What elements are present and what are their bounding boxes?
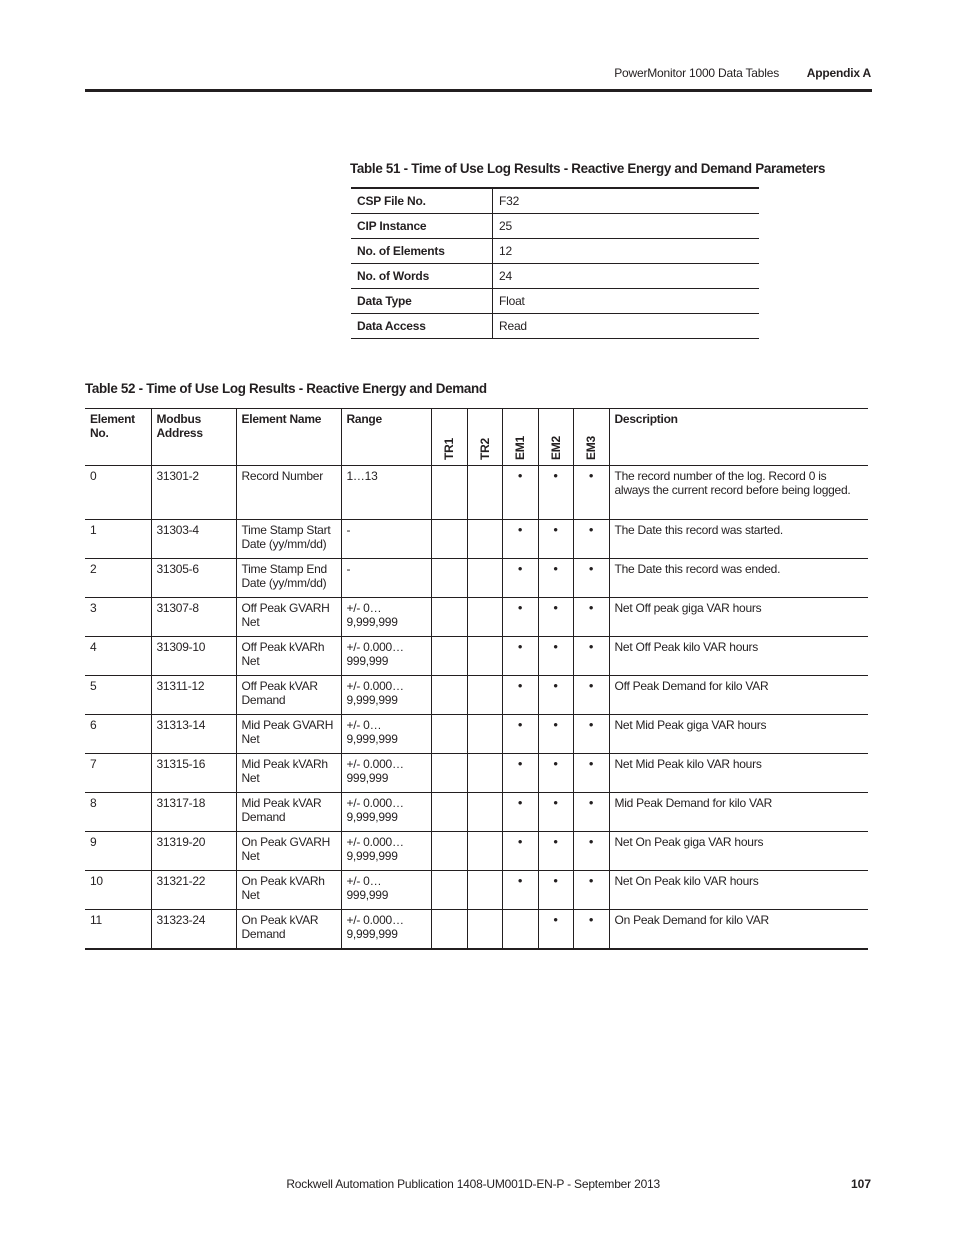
col-range: Range (341, 409, 431, 466)
table-row (85, 715, 868, 754)
modbus-address: 31309-10 (151, 637, 236, 676)
element-no: 5 (85, 676, 151, 715)
tr1-mark (431, 832, 467, 871)
tr1-mark (431, 715, 467, 754)
element-no: 11 (85, 910, 151, 950)
description: The record number of the log. Record 0 is always the current record before being logged. (609, 466, 868, 520)
em3-mark: • (573, 832, 609, 871)
range: +/- 0… 9,999,999 (341, 715, 431, 754)
header-appendix: Appendix A (806, 66, 871, 80)
tr2-mark (467, 466, 502, 520)
em1-mark: • (502, 466, 538, 520)
table-row (85, 793, 868, 832)
em3-mark: • (573, 871, 609, 910)
table51-parameters (351, 187, 759, 339)
em2-mark: • (538, 715, 573, 754)
em2-mark: • (538, 598, 573, 637)
em1-mark: • (502, 715, 538, 754)
element-no: 3 (85, 598, 151, 637)
table-row (85, 559, 868, 598)
em1-mark: • (502, 754, 538, 793)
em2-mark: • (538, 910, 573, 950)
element-no: 7 (85, 754, 151, 793)
param-key: CIP Instance (351, 214, 493, 239)
tr2-mark (467, 637, 502, 676)
em2-mark: • (538, 637, 573, 676)
col-modbus-address: Modbus Address (151, 409, 236, 466)
table51-row (351, 264, 759, 289)
col-em2-label: EM2 (548, 436, 563, 460)
page-footer (85, 1177, 871, 1193)
em2-mark: • (538, 832, 573, 871)
em3-mark: • (573, 715, 609, 754)
description: Mid Peak Demand for kilo VAR (609, 793, 868, 832)
tr2-mark (467, 832, 502, 871)
param-value: 25 (493, 214, 760, 239)
description: Net On Peak giga VAR hours (609, 832, 868, 871)
tr2-mark (467, 559, 502, 598)
modbus-address: 31311-12 (151, 676, 236, 715)
page-header (85, 66, 871, 84)
col-em1 (502, 409, 538, 466)
table-row (85, 871, 868, 910)
modbus-address: 31319-20 (151, 832, 236, 871)
modbus-address: 31315-16 (151, 754, 236, 793)
element-name: Off Peak kVAR Demand (236, 676, 341, 715)
element-no: 10 (85, 871, 151, 910)
em2-mark: • (538, 520, 573, 559)
em1-mark: • (502, 598, 538, 637)
page-number: 107 (850, 1177, 871, 1191)
em2-mark: • (538, 559, 573, 598)
col-em2 (538, 409, 573, 466)
em3-mark: • (573, 793, 609, 832)
tr1-mark (431, 676, 467, 715)
tr1-mark (431, 637, 467, 676)
em1-mark: • (502, 832, 538, 871)
em2-mark: • (538, 793, 573, 832)
table51-row (351, 188, 759, 214)
modbus-address: 31317-18 (151, 793, 236, 832)
modbus-address: 31323-24 (151, 910, 236, 950)
table51-row (351, 314, 759, 339)
element-name: Mid Peak kVAR Demand (236, 793, 341, 832)
element-name: Time Stamp End Date (yy/mm/dd) (236, 559, 341, 598)
range: +/- 0… 9,999,999 (341, 598, 431, 637)
range: +/- 0.000… 999,999 (341, 754, 431, 793)
range: +/- 0… 999,999 (341, 871, 431, 910)
em2-mark: • (538, 676, 573, 715)
modbus-address: 31313-14 (151, 715, 236, 754)
param-value: Float (493, 289, 760, 314)
col-em1-label: EM1 (513, 436, 527, 460)
tr2-mark (467, 910, 502, 950)
table52-header-row (85, 409, 868, 466)
em3-mark: • (573, 466, 609, 520)
em3-mark: • (573, 598, 609, 637)
em2-mark: • (538, 871, 573, 910)
table-row (85, 676, 868, 715)
em3-mark: • (573, 676, 609, 715)
modbus-address: 31305-6 (151, 559, 236, 598)
element-no: 6 (85, 715, 151, 754)
modbus-address: 31321-22 (151, 871, 236, 910)
em1-mark: • (502, 676, 538, 715)
tr2-mark (467, 598, 502, 637)
col-tr2-label: TR2 (477, 438, 492, 460)
element-name: Off Peak GVARH Net (236, 598, 341, 637)
em1-mark: • (502, 793, 538, 832)
range: +/- 0.000… 999,999 (341, 637, 431, 676)
tr1-mark (431, 910, 467, 950)
param-key: No. of Elements (351, 239, 493, 264)
col-element-name: Element Name (236, 409, 341, 466)
element-name: On Peak kVARh Net (236, 871, 341, 910)
tr1-mark (431, 793, 467, 832)
range: 1…13 (341, 466, 431, 520)
element-no: 1 (85, 520, 151, 559)
description: The Date this record was ended. (609, 559, 868, 598)
modbus-address: 31307-8 (151, 598, 236, 637)
element-no: 0 (85, 466, 151, 520)
header-rule (85, 89, 872, 92)
table51-row (351, 289, 759, 314)
tr2-mark (467, 520, 502, 559)
table-row (85, 910, 868, 950)
element-name: Record Number (236, 466, 341, 520)
em1-mark: • (502, 637, 538, 676)
range: - (341, 520, 431, 559)
table-row (85, 466, 868, 520)
col-em3-label: EM3 (584, 436, 598, 460)
range: +/- 0.000… 9,999,999 (341, 910, 431, 950)
em1-mark: • (502, 871, 538, 910)
em1-mark: • (502, 559, 538, 598)
param-value: 24 (493, 264, 760, 289)
em1-mark: • (502, 520, 538, 559)
table-row (85, 754, 868, 793)
em3-mark: • (573, 754, 609, 793)
modbus-address: 31301-2 (151, 466, 236, 520)
tr2-mark (467, 715, 502, 754)
description: Net Mid Peak giga VAR hours (609, 715, 868, 754)
table52-results (85, 408, 868, 950)
col-tr1 (431, 409, 467, 466)
description: Net Off Peak kilo VAR hours (609, 637, 868, 676)
tr2-mark (467, 676, 502, 715)
param-key: Data Access (351, 314, 493, 339)
element-name: Mid Peak kVARh Net (236, 754, 341, 793)
element-no: 4 (85, 637, 151, 676)
table51-caption: Table 51 - Time of Use Log Results - Reactive Energy and Demand Parameters (350, 161, 826, 176)
element-name: On Peak GVARH Net (236, 832, 341, 871)
range: +/- 0.000… 9,999,999 (341, 676, 431, 715)
table-row (85, 637, 868, 676)
table51-row (351, 214, 759, 239)
em3-mark: • (573, 637, 609, 676)
description: The Date this record was started. (609, 520, 868, 559)
description: Net Off peak giga VAR hours (609, 598, 868, 637)
tr1-mark (431, 598, 467, 637)
description: On Peak Demand for kilo VAR (609, 910, 868, 950)
col-tr2 (467, 409, 502, 466)
col-element-no: Element No. (85, 409, 151, 466)
element-name: Time Stamp Start Date (yy/mm/dd) (236, 520, 341, 559)
footer-publication: Rockwell Automation Publication 1408-UM001D-EN-P - September 2013 (286, 1177, 660, 1191)
tr2-mark (467, 793, 502, 832)
modbus-address: 31303-4 (151, 520, 236, 559)
tr1-mark (431, 520, 467, 559)
tr1-mark (431, 559, 467, 598)
description: Off Peak Demand for kilo VAR (609, 676, 868, 715)
em2-mark: • (538, 754, 573, 793)
tr2-mark (467, 754, 502, 793)
em3-mark: • (573, 910, 609, 950)
description: Net On Peak kilo VAR hours (609, 871, 868, 910)
table-row (85, 598, 868, 637)
table51-row (351, 239, 759, 264)
description: Net Mid Peak kilo VAR hours (609, 754, 868, 793)
col-description: Description (609, 409, 868, 466)
col-em3 (573, 409, 609, 466)
em1-mark (502, 910, 538, 950)
element-no: 9 (85, 832, 151, 871)
element-name: Mid Peak GVARH Net (236, 715, 341, 754)
param-key: CSP File No. (351, 188, 493, 214)
tr1-mark (431, 871, 467, 910)
em3-mark: • (573, 520, 609, 559)
header-title: PowerMonitor 1000 Data Tables (614, 66, 779, 80)
table52-caption: Table 52 - Time of Use Log Results - Reactive Energy and Demand (85, 381, 487, 396)
param-value: F32 (493, 188, 760, 214)
element-no: 2 (85, 559, 151, 598)
element-name: Off Peak kVARh Net (236, 637, 341, 676)
param-value: 12 (493, 239, 760, 264)
range: +/- 0.000… 9,999,999 (341, 793, 431, 832)
range: - (341, 559, 431, 598)
table-row (85, 832, 868, 871)
em3-mark: • (573, 559, 609, 598)
tr1-mark (431, 754, 467, 793)
param-key: No. of Words (351, 264, 493, 289)
col-tr1-label: TR1 (442, 438, 456, 460)
param-key: Data Type (351, 289, 493, 314)
param-value: Read (493, 314, 760, 339)
element-name: On Peak kVAR Demand (236, 910, 341, 950)
em2-mark: • (538, 466, 573, 520)
table-row (85, 520, 868, 559)
tr2-mark (467, 871, 502, 910)
range: +/- 0.000… 9,999,999 (341, 832, 431, 871)
element-no: 8 (85, 793, 151, 832)
tr1-mark (431, 466, 467, 520)
